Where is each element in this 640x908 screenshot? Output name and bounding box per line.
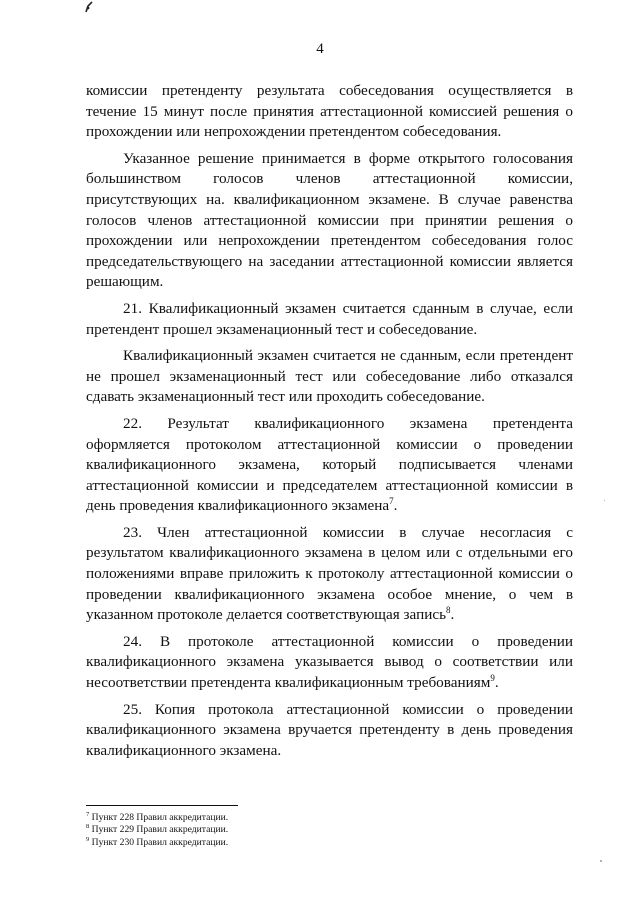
page-number: 4 (316, 41, 324, 57)
footnote-number: 8 (86, 823, 90, 831)
paragraph-tail: . (494, 674, 499, 692)
footnote-text: Пункт 228 Правил аккредитации. (91, 812, 229, 823)
paragraph-item-23 (86, 523, 573, 626)
footnote-divider (86, 805, 238, 806)
document-body (86, 81, 573, 761)
scan-artifact-mark (84, 0, 94, 14)
paragraph-text: Указанное решение принимается в форме открытого голосования большинством голосов членов аттестационной комиссии, присутствующих на. квалификационном экзамене. В случае равенства голосов членов аттестационной комиссии при принятии решения о прохождении или непрохождении претендентом собеседования голос председательствующего на заседании аттестационной комиссии является решающим. (86, 149, 573, 291)
footnote-ref: 8 (446, 605, 451, 616)
footnote-ref: 7 (389, 496, 394, 507)
paragraph-item-21 (86, 299, 573, 340)
footnote-number: 9 (86, 835, 90, 843)
scan-speck (600, 860, 602, 862)
footnote-number: 7 (86, 810, 90, 818)
paragraph-text: комиссии претенденту результата собеседования осуществляется в течение 15 минут после принятия аттестационной комиссией решения о прохождении или непрохождении претендентом собеседования. (86, 82, 573, 141)
paragraph-text: 24. В протоколе аттестационной комиссии о проведении квалификационного экзамена указывается вывод о соответствии или несоответствии претендента квалификационным требованиям (86, 632, 573, 692)
footnote-item (86, 837, 386, 849)
paragraph-text: 25. Копия протокола аттестационной комиссии о проведении квалификационного экзамена вручается претенденту в день проведения квалификационного экзамена. (86, 700, 573, 759)
footnote-item (86, 824, 386, 836)
paragraph-item-22 (86, 414, 573, 517)
paragraph-tail: . (393, 497, 398, 515)
paragraph-text: 21. Квалификационный экзамен считается сданным в случае, если претендент прошел экзаменационный тест и собеседование. (86, 299, 573, 338)
paragraph-text: Квалификационный экзамен считается не сданным, если претендент не прошел экзаменационный тест или собеседование либо отказался сдавать экзаменационный тест или проходить собеседование. (86, 347, 573, 406)
paragraph-not-passed (86, 346, 573, 408)
paragraph-item-24 (86, 632, 573, 694)
footnote-text: Пункт 229 Правил аккредитации. (91, 824, 229, 836)
paragraph-continuation (86, 81, 573, 143)
footnote-item (86, 812, 386, 824)
scan-speck (604, 500, 605, 501)
paragraph-decision (86, 149, 573, 293)
paragraph-item-25 (86, 700, 573, 762)
footnote-text: Пункт 230 Правил аккредитации. (91, 836, 229, 848)
paragraph-text: 22. Результат квалификационного экзамена претендента оформляется протоколом аттестационной комиссии о проведении квалификационного экзамена, который подписывается членами аттестационной комиссии и председателем аттестационной комиссии в день проведения квалификационного экзамена (86, 414, 573, 515)
paragraph-text: 23. Член аттестационной комиссии в случае несогласия с результатом квалификационного экзамена в целом или с отдельными его положениями вправе приложить к протоколу аттестационной комиссии о проведении квалификационного экзамена особое мнение, о чем в указанном протоколе делается соответствующая запись (86, 523, 573, 624)
footnotes-section (86, 812, 386, 849)
paragraph-tail: . (450, 606, 455, 624)
footnote-ref: 9 (490, 672, 495, 683)
